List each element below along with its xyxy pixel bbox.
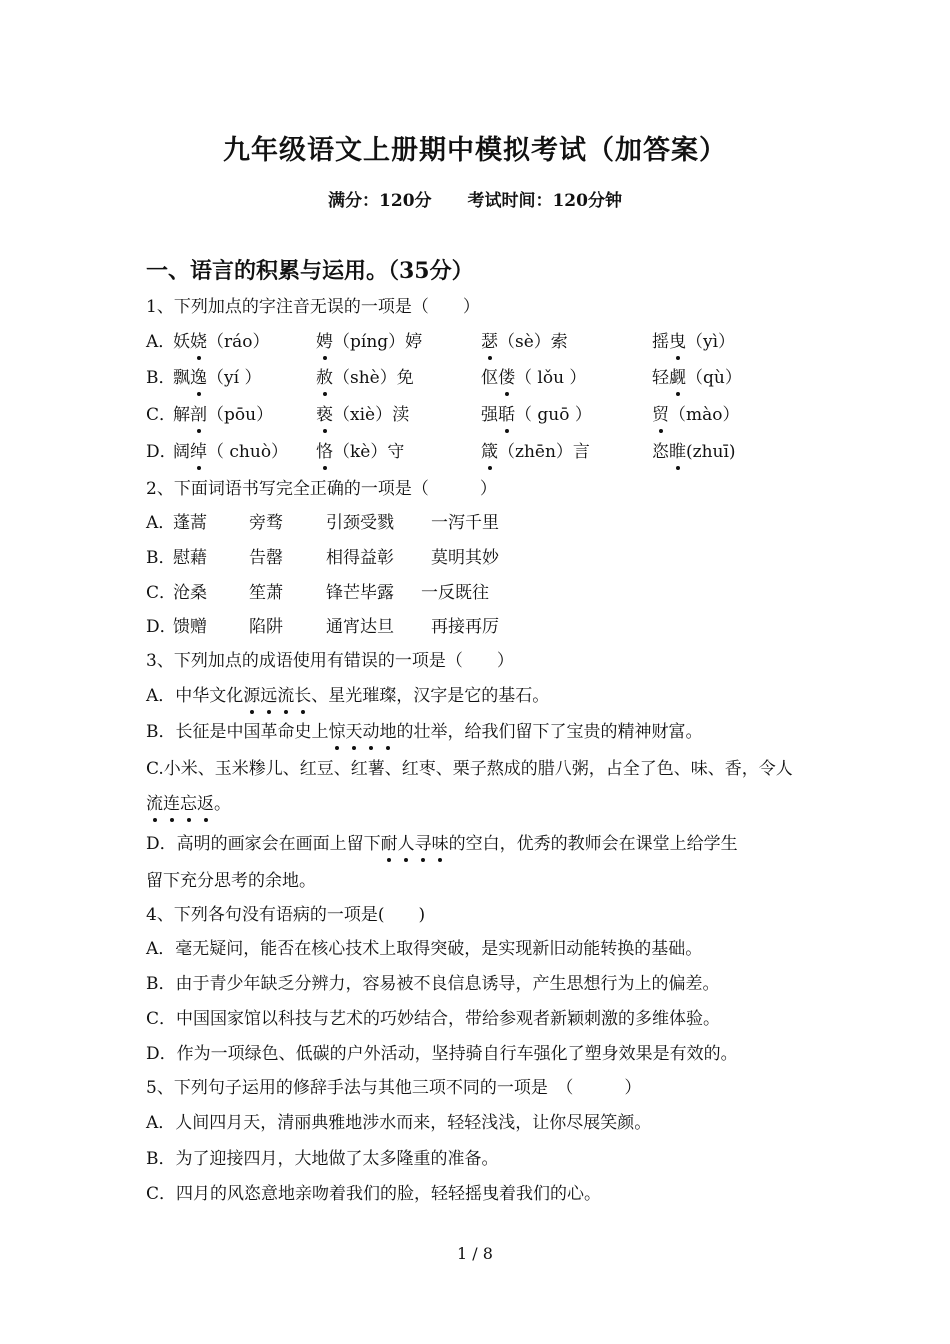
pinyin-item: 阔绰（ chuò）	[173, 442, 289, 462]
pinyin-item: 赦（shè）免	[316, 368, 414, 388]
dotted-char: 恪	[316, 442, 333, 462]
q3-option-c-line1: C.小米、玉米糁儿、红豆、红薯、红枣、栗子熬成的腊八粥，占全了色、味、香，令人	[146, 759, 793, 779]
option-label: A．	[146, 332, 176, 352]
dotted-char: 源	[243, 686, 261, 706]
pinyin-item: 轻觑（qù）	[652, 368, 742, 388]
pinyin-item: 瑟（sè）索	[481, 332, 568, 352]
dotted-char: 觑	[669, 368, 686, 388]
dotted-char: 贸	[652, 405, 669, 425]
option-label: A．	[146, 513, 176, 533]
exam-time: 考试时间：120分钟	[467, 191, 622, 211]
dotted-char: 天	[345, 722, 363, 742]
q3-option-a: A．中华文化源远流长、星光璀璨，汉字是它的基石。	[146, 686, 550, 706]
pinyin-item: 贸（mào）	[652, 405, 740, 425]
dotted-char: 娆	[190, 332, 207, 352]
option-label: B．	[146, 368, 176, 388]
q5-option-b: B．为了迎接四月，大地做了太多隆重的准备。	[146, 1149, 499, 1169]
dotted-char: 远	[260, 686, 278, 706]
word-item: 通宵达旦	[326, 617, 394, 637]
q3-option-c-line2: 流连忘返。	[146, 794, 231, 814]
word-item: 蓬蒿	[173, 513, 207, 533]
dotted-char: 人	[397, 834, 415, 854]
word-item: 一泻千里	[431, 513, 499, 533]
dotted-char: 流	[277, 686, 295, 706]
option-label: D．	[146, 617, 177, 637]
dotted-char: 流	[146, 794, 163, 814]
dotted-char: 耐	[380, 834, 398, 854]
dotted-char: 剖	[190, 405, 207, 425]
word-item: 告罄	[249, 548, 283, 568]
option-label: C．	[146, 405, 177, 425]
page-title: 九年级语文上册期中模拟考试（加答案）	[223, 135, 727, 166]
q4-option-b: B．由于青少年缺乏分辨力，容易被不良信息诱导，产生思想行为上的偏差。	[146, 974, 720, 994]
option-label: B．	[146, 548, 176, 568]
dotted-char: 亵	[316, 405, 333, 425]
word-item: 再接再厉	[431, 617, 499, 637]
exam-info	[0, 186, 950, 211]
dotted-char: 娉	[316, 332, 333, 352]
dotted-char: 味	[431, 834, 449, 854]
dotted-char: 连	[163, 794, 180, 814]
word-item: 慰藉	[173, 548, 207, 568]
word-item: 相得益彰	[326, 548, 394, 568]
dotted-char: 寻	[414, 834, 432, 854]
dotted-char: 忘	[180, 794, 197, 814]
option-label: C．	[146, 583, 177, 603]
dotted-char: 绰	[190, 442, 207, 462]
q5-option-a: A．人间四月天，清丽典雅地涉水而来，轻轻浅浅，让你尽展笑颜。	[146, 1113, 652, 1133]
full-score: 满分：120分	[328, 191, 432, 211]
q3-option-d-line2: 留下充分思考的余地。	[146, 871, 316, 891]
pinyin-item: 娉（píng）婷	[316, 332, 423, 352]
pinyin-item: 亵（xiè）渎	[316, 405, 410, 425]
dotted-char: 长	[294, 686, 312, 706]
word-item: 笙萧	[249, 583, 283, 603]
pinyin-item: 飘逸（yí ）	[173, 368, 262, 388]
dotted-char: 瑟	[481, 332, 498, 352]
dotted-char: 返	[197, 794, 214, 814]
dotted-char: 聒	[498, 405, 515, 425]
dotted-char: 动	[362, 722, 380, 742]
dotted-char: 惊	[328, 722, 346, 742]
word-item: 一反既往	[421, 583, 489, 603]
dotted-char: 逸	[190, 368, 207, 388]
dotted-char: 地	[379, 722, 397, 742]
q5-stem: 5、下列句子运用的修辞手法与其他三项不同的一项是 （ ）	[146, 1078, 642, 1098]
option-label: D．	[146, 442, 177, 462]
q4-option-d: D．作为一项绿色、低碳的户外活动，坚持骑自行车强化了塑身效果是有效的。	[146, 1044, 738, 1064]
word-item: 旁骛	[249, 513, 283, 533]
pinyin-item: 伛偻（ lǒu ）	[481, 368, 587, 388]
word-item: 引颈受戮	[326, 513, 394, 533]
word-item: 锋芒毕露	[326, 583, 394, 603]
pinyin-item: 箴（zhēn）言	[481, 442, 590, 462]
dotted-char: 赦	[316, 368, 333, 388]
pinyin-item: 妖娆（ráo）	[173, 332, 270, 352]
page-number: 1 / 8	[457, 1244, 493, 1263]
q4-stem: 4、下列各句没有语病的一项是( )	[146, 905, 426, 925]
pinyin-item: 强聒（ guō ）	[481, 405, 592, 425]
pinyin-item: 恣睢(zhuī)	[652, 442, 736, 462]
q4-option-c: C．中国国家馆以科技与艺术的巧妙结合，带给参观者新颖刺激的多维体验。	[146, 1009, 721, 1029]
word-item: 陷阱	[249, 617, 283, 637]
q5-option-c: C．四月的风恣意地亲吻着我们的脸，轻轻摇曳着我们的心。	[146, 1184, 602, 1204]
pinyin-item: 摇曳（yì）	[652, 332, 736, 352]
q3-option-d-line1: D．高明的画家会在画面上留下耐人寻味的空白，优秀的教师会在课堂上给学生	[146, 834, 738, 854]
q3-stem: 3、下列加点的成语使用有错误的一项是（ ）	[146, 651, 514, 671]
pinyin-item: 恪（kè）守	[316, 442, 405, 462]
q1-stem: 1、下列加点的字注音无误的一项是（ ）	[146, 297, 480, 317]
word-item: 沧桑	[173, 583, 207, 603]
dotted-char: 睢	[669, 442, 686, 462]
q3-option-b: B．长征是中国革命史上惊天动地的壮举，给我们留下了宝贵的精神财富。	[146, 722, 703, 742]
word-item: 莫明其妙	[431, 548, 499, 568]
word-item: 馈赠	[173, 617, 207, 637]
dotted-char: 偻	[498, 368, 515, 388]
dotted-char: 箴	[481, 442, 498, 462]
q2-stem: 2、下面词语书写完全正确的一项是（ ）	[146, 479, 497, 499]
q4-option-a: A．毫无疑问，能否在核心技术上取得突破，是实现新旧动能转换的基础。	[146, 939, 703, 959]
section-heading: 一、语言的积累与运用。（35分）	[146, 258, 474, 284]
pinyin-item: 解剖（pōu）	[173, 405, 274, 425]
dotted-char: 曳	[669, 332, 686, 352]
